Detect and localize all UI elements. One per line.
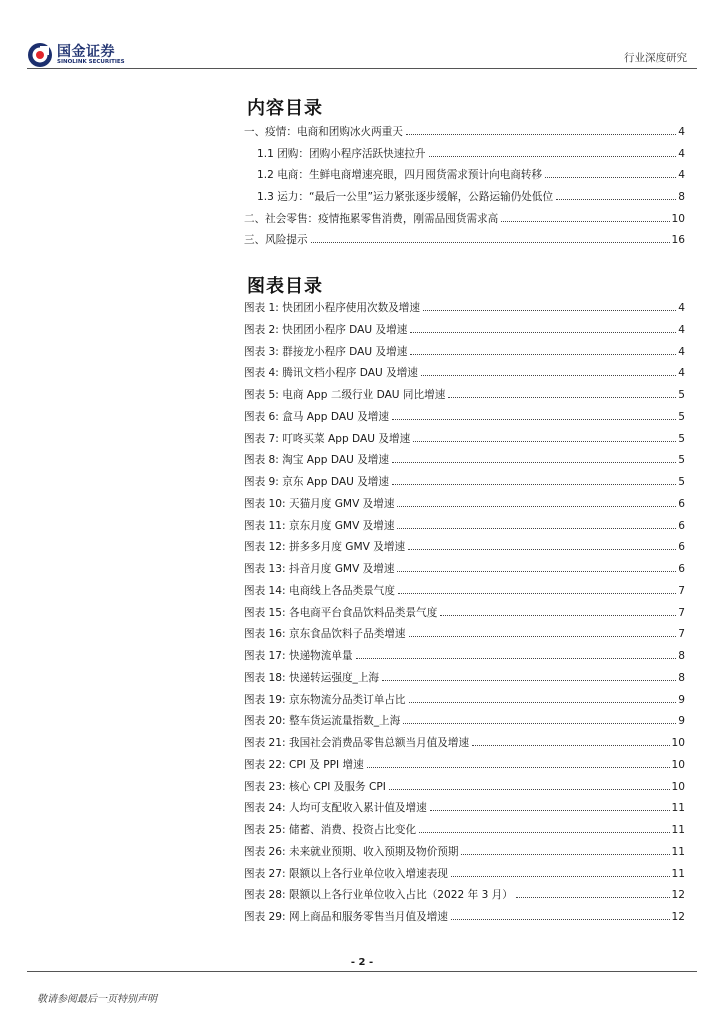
figure-page: 6 xyxy=(678,541,685,554)
toc-item[interactable]: 1.2 电商：生鲜电商增速亮眼，四月囤货需求预计向电商转移 4 xyxy=(257,169,685,182)
figure-label: 图表 9: 京东 App DAU 及增速 xyxy=(244,476,389,488)
figure-label: 图表 17: 快递物流单量 xyxy=(244,650,353,662)
figure-page: 12 xyxy=(671,911,685,923)
logo-chinese-name: 国金证券 xyxy=(57,44,115,60)
figure-list-item[interactable] xyxy=(244,344,685,366)
figure-page: 5 xyxy=(678,389,685,401)
figure-list-item[interactable] xyxy=(244,583,685,605)
figure-list-item[interactable] xyxy=(244,409,685,431)
figure-list-item[interactable] xyxy=(244,670,685,692)
figure-list-item[interactable] xyxy=(244,387,685,409)
figure-page: 7 xyxy=(678,584,685,597)
toc-item[interactable]: 二、社会零售：疫情拖累零售消费，刚需品囤货需求高 10 xyxy=(244,212,685,225)
figure-list-item[interactable] xyxy=(244,800,685,822)
figure-page: 10 xyxy=(671,758,685,771)
figure-label: 图表 11: 京东月度 GMV 及增速 xyxy=(244,519,395,532)
figure-list-item[interactable] xyxy=(244,692,685,714)
toc-item[interactable]: 1.1 团购：团购小程序活跃快速拉升 4 xyxy=(257,147,685,160)
figure-page: 7 xyxy=(678,606,685,619)
figure-label: 图表 22: CPI 及 PPI 增速 xyxy=(244,758,364,771)
figure-list-item[interactable] xyxy=(244,300,685,322)
toc-list xyxy=(244,124,685,254)
figure-list-item[interactable] xyxy=(244,365,685,387)
figure-label: 图表 19: 京东物流分品类订单占比 xyxy=(244,693,406,706)
figure-label: 图表 24: 人均可支配收入累计值及增速 xyxy=(244,802,427,815)
figure-page: 5 xyxy=(678,454,685,467)
figure-list-item[interactable] xyxy=(244,322,685,344)
figure-label: 图表 25: 储蓄、消费、投资占比变化 xyxy=(244,824,417,836)
figure-label: 图表 12: 拼多多月度 GMV 及增速 xyxy=(244,541,406,554)
figure-list-item[interactable] xyxy=(244,735,685,757)
company-logo xyxy=(27,40,137,70)
figure-label: 图表 28: 限额以上各行业单位收入占比（2022 年 3 月） xyxy=(244,889,513,902)
figure-list-item[interactable] xyxy=(244,822,685,844)
figure-page: 4 xyxy=(678,302,685,314)
figure-list-item[interactable] xyxy=(244,779,685,801)
figure-list-item[interactable] xyxy=(244,561,685,583)
figure-page: 11 xyxy=(671,824,685,836)
figure-list-item[interactable] xyxy=(244,496,685,518)
figure-list-item[interactable] xyxy=(244,452,685,474)
figure-page: 11 xyxy=(671,802,685,815)
figure-page: 9 xyxy=(678,693,685,706)
figure-list-item[interactable] xyxy=(244,909,685,931)
report-type-label: 行业深度研究 xyxy=(624,52,687,64)
figure-label: 图表 2: 快团团小程序 DAU 及增速 xyxy=(244,323,408,336)
figure-page: 4 xyxy=(678,345,685,358)
figure-list-item[interactable] xyxy=(244,757,685,779)
figure-list-item[interactable] xyxy=(244,866,685,888)
figure-list-item[interactable] xyxy=(244,431,685,453)
figure-list-item[interactable] xyxy=(244,648,685,670)
figure-page: 10 xyxy=(671,737,685,749)
toc-item[interactable]: 三、风险提示 16 xyxy=(244,234,685,247)
figure-label: 图表 26: 未来就业预期、收入预期及物价预期 xyxy=(244,845,459,858)
figure-label: 图表 7: 叮咚买菜 App DAU 及增速 xyxy=(244,432,411,445)
figure-page: 11 xyxy=(671,867,685,880)
figure-page: 5 xyxy=(678,476,685,488)
figure-page: 11 xyxy=(671,845,685,858)
figure-page: 12 xyxy=(671,889,685,902)
figure-page: 6 xyxy=(678,497,685,510)
figure-label: 图表 14: 电商线上各品类景气度 xyxy=(244,584,395,597)
figure-list-item[interactable] xyxy=(244,844,685,866)
figure-page: 6 xyxy=(678,519,685,532)
footer-divider xyxy=(27,971,697,972)
figure-label: 图表 15: 各电商平台食品饮料品类景气度 xyxy=(244,606,438,619)
figure-label: 图表 20: 整车货运流量指数_上海 xyxy=(244,715,401,728)
figure-page: 7 xyxy=(678,628,685,641)
figure-page: 4 xyxy=(678,367,685,380)
figure-label: 图表 3: 群接龙小程序 DAU 及增速 xyxy=(244,345,408,358)
figure-list-item[interactable] xyxy=(244,887,685,909)
figure-list-item[interactable] xyxy=(244,713,685,735)
figure-list-item[interactable] xyxy=(244,539,685,561)
figure-page: 8 xyxy=(678,650,685,662)
figures-title: 图表目录 xyxy=(247,276,323,297)
figure-label: 图表 27: 限额以上各行业单位收入增速表现 xyxy=(244,867,448,880)
figure-label: 图表 8: 淘宝 App DAU 及增速 xyxy=(244,454,389,467)
header-divider xyxy=(27,68,697,69)
figure-page: 6 xyxy=(678,563,685,575)
figure-label: 图表 6: 盒马 App DAU 及增速 xyxy=(244,410,389,423)
figures-list xyxy=(244,300,685,931)
figure-page: 4 xyxy=(678,323,685,336)
figure-label: 图表 18: 快递转运强度_上海 xyxy=(244,671,380,684)
toc-item[interactable]: 一、疫情：电商和团购冰火两重天 4 xyxy=(244,126,685,138)
page-number: - 2 - xyxy=(350,957,374,968)
figure-label: 图表 10: 天猫月度 GMV 及增速 xyxy=(244,497,395,510)
toc-title: 内容目录 xyxy=(247,98,323,119)
figure-list-item[interactable] xyxy=(244,626,685,648)
figure-label: 图表 16: 京东食品饮料子品类增速 xyxy=(244,628,406,641)
figure-label: 图表 5: 电商 App 二级行业 DAU 同比增速 xyxy=(244,389,446,401)
figure-page: 5 xyxy=(678,432,685,445)
figure-label: 图表 21: 我国社会消费品零售总额当月值及增速 xyxy=(244,737,470,749)
figure-list-item[interactable] xyxy=(244,518,685,540)
figure-page: 8 xyxy=(678,671,685,684)
figure-label: 图表 4: 腾讯文档小程序 DAU 及增速 xyxy=(244,367,418,380)
figure-list-item[interactable] xyxy=(244,605,685,627)
figure-label: 图表 13: 抖音月度 GMV 及增速 xyxy=(244,563,395,575)
figure-page: 10 xyxy=(671,780,685,793)
figure-page: 9 xyxy=(678,715,685,728)
sinolink-logo-icon xyxy=(27,42,53,68)
figure-list-item[interactable] xyxy=(244,474,685,496)
toc-item[interactable]: 1.3 运力：“最后一公里”运力紧张逐步缓解，公路运输仍处低位 8 xyxy=(257,191,685,204)
figure-label: 图表 1: 快团团小程序使用次数及增速 xyxy=(244,302,420,314)
figure-label: 图表 29: 网上商品和服务零售当月值及增速 xyxy=(244,911,448,923)
figure-label: 图表 23: 核心 CPI 及服务 CPI xyxy=(244,780,386,793)
logo-english-name: SINOLINK SECURITIES xyxy=(57,59,125,65)
disclaimer-note: 敬请参阅最后一页特别声明 xyxy=(37,994,157,1005)
figure-page: 5 xyxy=(678,410,685,423)
